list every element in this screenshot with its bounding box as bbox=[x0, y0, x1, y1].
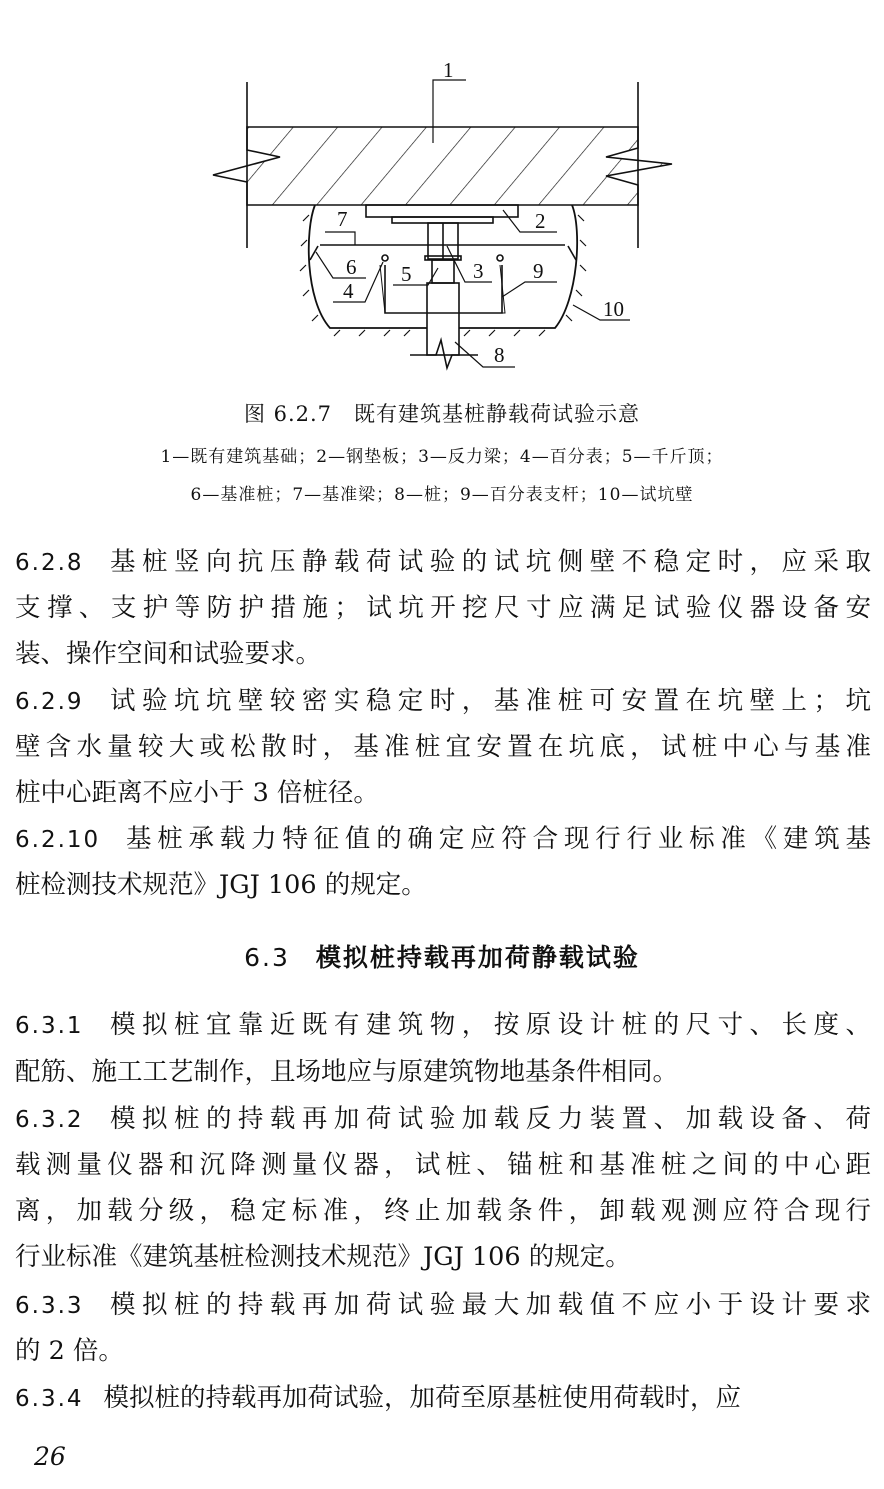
clause-line bbox=[15, 1191, 871, 1231]
clause-line bbox=[15, 1331, 871, 1371]
clause-line bbox=[15, 865, 871, 905]
figure-title: 图 6.2.7 既有建筑基桩静载荷试验示意 bbox=[243, 402, 641, 426]
clause-line bbox=[15, 542, 871, 582]
callout-4: 4 bbox=[343, 279, 354, 303]
section-title: 模拟桩持载再加荷静载试验 bbox=[315, 943, 640, 972]
clause-text: 基桩竖向抗压静载荷试验的试坑侧壁不稳定时，应采取 bbox=[103, 547, 871, 577]
callout-5: 5 bbox=[401, 262, 412, 286]
clause-text: 的 2 倍。 bbox=[15, 1336, 124, 1366]
clause-text: 模拟桩的持载再加荷试验，加荷至原基桩使用荷载时，应 bbox=[103, 1383, 742, 1413]
clause-text: 载测量仪器和沉降测量仪器，试桩、锚桩和基准桩之间的中心距 bbox=[15, 1150, 871, 1180]
callout-7: 7 bbox=[337, 207, 348, 231]
pile-load-test-diagram bbox=[0, 0, 884, 390]
clause-text: 模拟桩的持载再加荷试验最大加载值不应小于设计要求 bbox=[103, 1290, 871, 1320]
figure-legend-line-1: 1—既有建筑基础；2—钢垫板；3—反力梁；4—百分表；5—千斤顶； bbox=[160, 447, 724, 467]
figure-legend-line-2: 6—基准桩；7—基准梁；8—桩；9—百分表支杆；10—试坑壁 bbox=[190, 485, 694, 505]
clause-line bbox=[15, 1005, 871, 1045]
clause-line bbox=[15, 1378, 871, 1418]
clause-text: 试验坑坑壁较密实稳定时，基准桩可安置在坑壁上；坑 bbox=[103, 686, 871, 716]
clause-text: 行业标准《建筑基桩检测技术规范》JGJ 106 的规定。 bbox=[15, 1242, 631, 1272]
clause-line bbox=[15, 1237, 871, 1277]
clause-number: 6.3.2 bbox=[15, 1107, 84, 1133]
section-number: 6.3 bbox=[244, 943, 290, 972]
callout-8: 8 bbox=[494, 343, 505, 367]
clause-text: 支撑、支护等防护措施；试坑开挖尺寸应满足试验仪器设备安 bbox=[15, 593, 871, 623]
clause-line bbox=[15, 634, 871, 674]
clause-number: 6.2.9 bbox=[15, 689, 84, 715]
section-heading bbox=[0, 938, 884, 974]
callout-3: 3 bbox=[473, 259, 484, 283]
clause-line bbox=[15, 773, 871, 813]
clause-text: 配筋、施工工艺制作，且场地应与原建筑物地基条件相同。 bbox=[15, 1057, 679, 1087]
clause-line bbox=[15, 819, 871, 859]
callout-6: 6 bbox=[346, 255, 357, 279]
clause-text: 模拟桩的持载再加荷试验加载反力装置、加载设备、荷 bbox=[103, 1104, 871, 1134]
clause-line bbox=[15, 1052, 871, 1092]
page-number: 26 bbox=[34, 1442, 66, 1471]
clause-text: 基桩承载力特征值的确定应符合现行行业标准《建筑基 bbox=[120, 824, 871, 854]
foundation-slab bbox=[213, 127, 672, 205]
clause-line bbox=[15, 1145, 871, 1185]
clause-number: 6.2.8 bbox=[15, 550, 84, 576]
clause-line bbox=[15, 681, 871, 721]
clause-line bbox=[15, 1285, 871, 1325]
clause-text: 桩检测技术规范》JGJ 106 的规定。 bbox=[15, 870, 427, 900]
callout-10: 10 bbox=[603, 297, 624, 321]
clause-line bbox=[15, 1099, 871, 1139]
clause-number: 6.2.10 bbox=[15, 827, 101, 853]
callout-9: 9 bbox=[533, 259, 544, 283]
clause-line bbox=[15, 727, 871, 767]
callout-2: 2 bbox=[535, 209, 546, 233]
clause-number: 6.3.3 bbox=[15, 1293, 84, 1319]
clause-number: 6.3.1 bbox=[15, 1013, 84, 1039]
clause-text: 桩中心距离不应小于 3 倍桩径。 bbox=[15, 778, 379, 808]
clause-text: 壁含水量较大或松散时，基准桩宜安置在坑底，试桩中心与基准 bbox=[15, 732, 871, 762]
clause-text: 模拟桩宜靠近既有建筑物，按原设计桩的尺寸、长度、 bbox=[103, 1010, 871, 1040]
clause-number: 6.3.4 bbox=[15, 1386, 84, 1412]
clause-line bbox=[15, 588, 871, 628]
clause-text: 装、操作空间和试验要求。 bbox=[15, 639, 322, 669]
clause-text: 离，加载分级，稳定标准，终止加载条件，卸载观测应符合现行 bbox=[15, 1196, 871, 1226]
callout-1: 1 bbox=[443, 58, 454, 82]
